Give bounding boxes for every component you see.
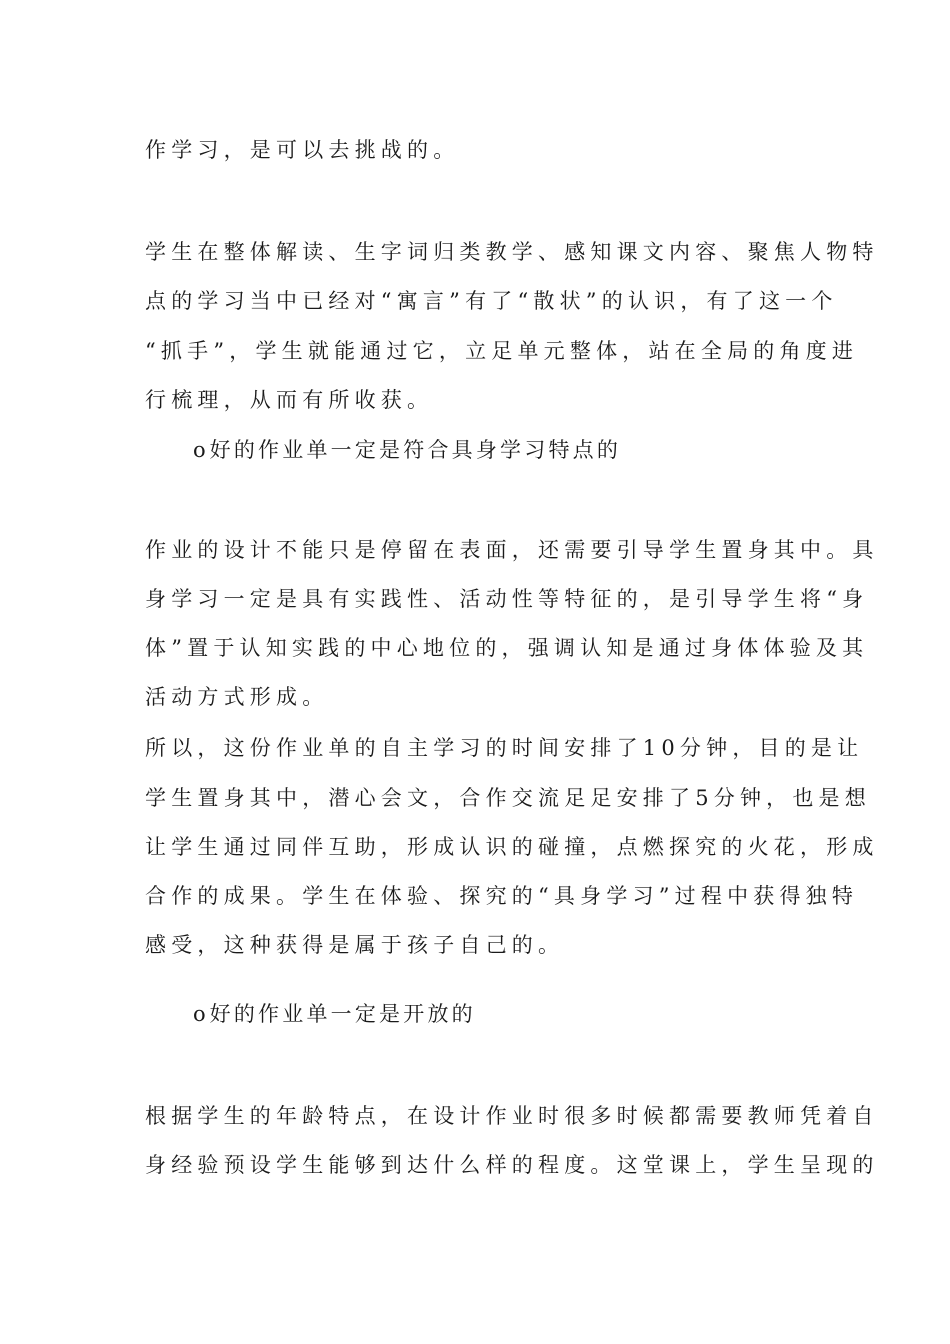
- paragraph-line: 点的学习当中已经对“寓言”有了“散状”的认识，有了这一个: [145, 289, 838, 313]
- section-heading-bullet: [193, 436, 621, 464]
- paragraph-line: 感受，这种获得是属于孩子自己的。: [145, 933, 565, 957]
- paragraph-line: 作学习，是可以去挑战的。: [145, 138, 460, 162]
- section-heading-text: 好的作业单一定是开放的: [209, 1002, 476, 1026]
- paragraph-line: 身学习一定是具有实践性、活动性等特征的，是引导学生将“身: [145, 587, 869, 611]
- paragraph-line: 学生置身其中，潜心会文，合作交流足足安排了5分钟，也是想: [145, 786, 871, 810]
- paragraph-line: 学生在整体解读、生字词归类教学、感知课文内容、聚焦人物特: [145, 240, 879, 264]
- paragraph-line: 活动方式形成。: [145, 685, 329, 709]
- bullet-marker: o: [193, 438, 206, 462]
- paragraph-line: 体”置于认知实践的中心地位的，强调认知是通过身体体验及其: [145, 636, 869, 660]
- paragraph-line: 让学生通过同伴互助，形成认识的碰撞，点燃探究的火花，形成: [145, 835, 879, 859]
- paragraph-line: 所以，这份作业单的自主学习的时间安排了10分钟，目的是让: [145, 736, 864, 760]
- paragraph-line: 作业的设计不能只是停留在表面，还需要引导学生置身其中。具: [145, 538, 879, 562]
- bullet-marker: o: [193, 1002, 206, 1026]
- paragraph-line: 行梳理，从而有所收获。: [145, 388, 434, 412]
- section-heading-bullet: [193, 1000, 476, 1028]
- section-heading-text: 好的作业单一定是符合具身学习特点的: [209, 438, 622, 462]
- paragraph-line: “抓手”，学生就能通过它，立足单元整体，站在全局的角度进: [145, 339, 859, 363]
- paragraph-line: 根据学生的年龄特点，在设计作业时很多时候都需要教师凭着自: [145, 1104, 879, 1128]
- paragraph-line: 身经验预设学生能够到达什么样的程度。这堂课上，学生呈现的: [145, 1153, 879, 1177]
- paragraph-line: 合作的成果。学生在体验、探究的“具身学习”过程中获得独特: [145, 884, 859, 908]
